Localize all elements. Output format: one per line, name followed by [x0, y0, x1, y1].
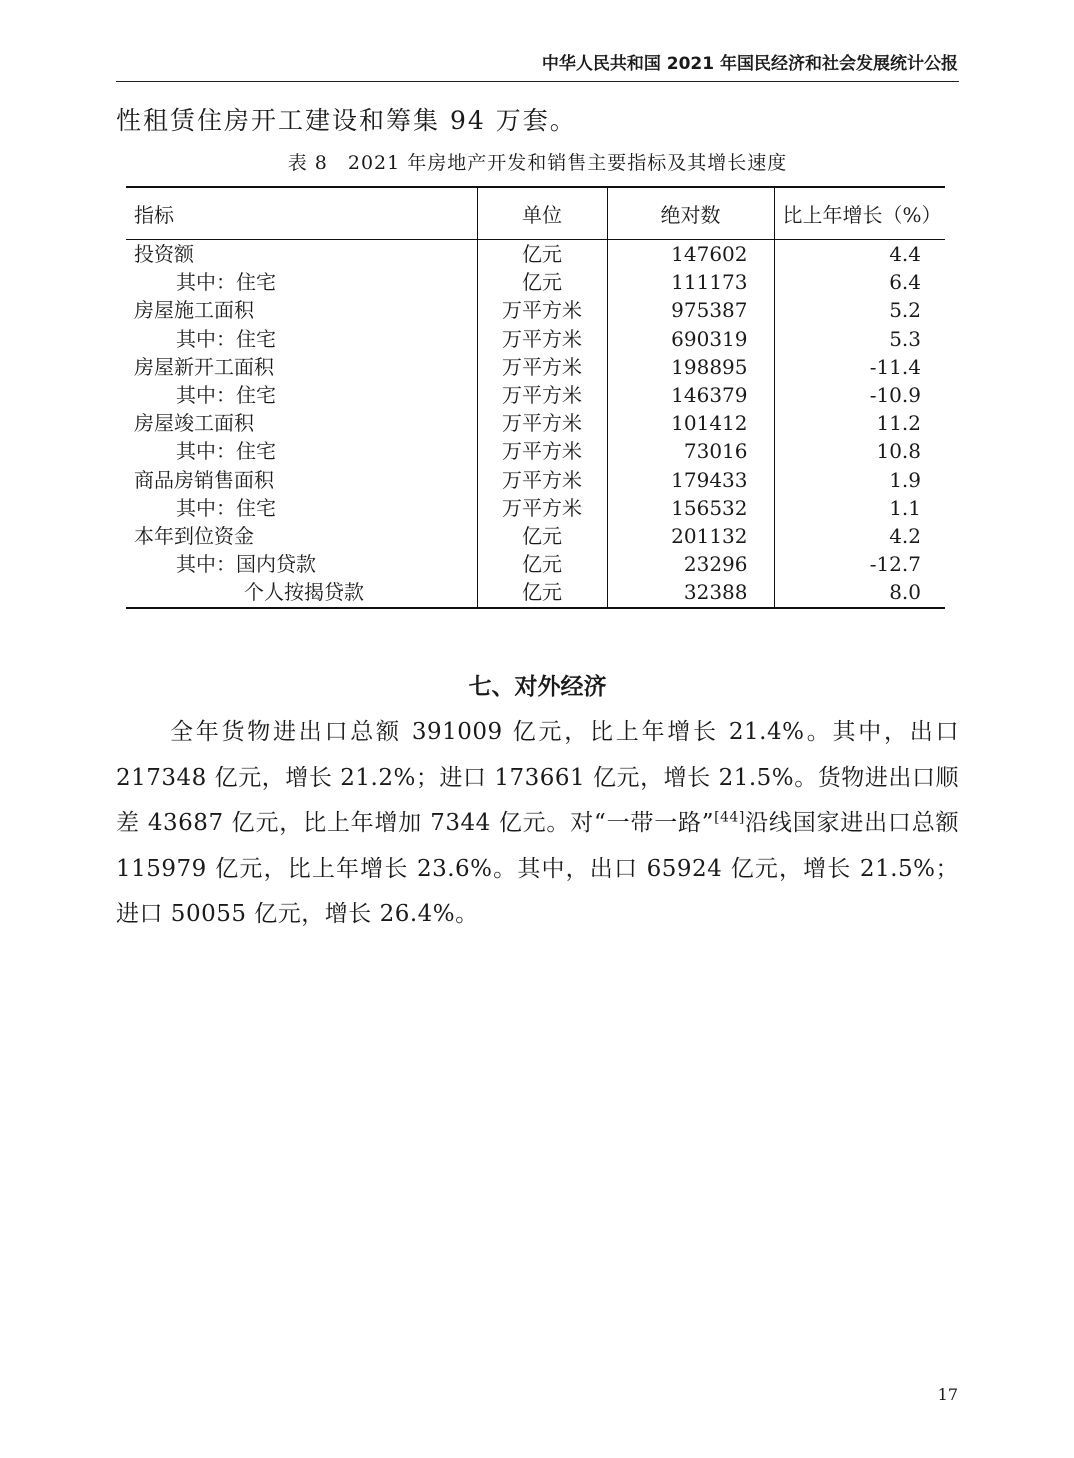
cell-growth: 11.2 — [774, 409, 945, 437]
cell-unit: 万平方米 — [477, 381, 607, 409]
cell-growth: 4.4 — [774, 240, 945, 269]
cell-growth: 8.0 — [774, 578, 945, 607]
table-body — [126, 240, 945, 608]
column-header-growth: 比上年增长（%） — [774, 187, 945, 240]
cell-unit: 亿元 — [477, 522, 607, 550]
cell-unit: 亿元 — [477, 268, 607, 296]
cell-growth: 1.9 — [774, 466, 945, 494]
paragraph-text-part-1: 全年货物进出口总额 391009 亿元，比上年增长 21.4%。其中，出口 217348 亿元，增长 21.2%；进口 173661 亿元，增长 21.5%。货物进出口顺差 43687 亿元，比上年增加 7344 亿元。对“一带一路” — [116, 719, 959, 836]
cell-value: 23296 — [607, 550, 774, 578]
table-row — [126, 578, 945, 607]
cell-unit: 万平方米 — [477, 353, 607, 381]
cell-indicator: 房屋竣工面积 — [134, 411, 254, 436]
cell-indicator: 其中：住宅 — [176, 439, 276, 464]
cell-indicator: 本年到位资金 — [134, 524, 254, 549]
table-row — [126, 437, 945, 465]
cell-growth: -11.4 — [774, 353, 945, 381]
cell-value: 146379 — [607, 381, 774, 409]
cell-indicator: 房屋新开工面积 — [134, 354, 274, 379]
cell-indicator: 其中：住宅 — [176, 270, 276, 295]
cell-value: 179433 — [607, 466, 774, 494]
cell-value: 147602 — [607, 240, 774, 269]
table-row — [126, 494, 945, 522]
cell-unit: 万平方米 — [477, 466, 607, 494]
cell-unit: 万平方米 — [477, 437, 607, 465]
cell-value: 198895 — [607, 353, 774, 381]
cell-growth: 4.2 — [774, 522, 945, 550]
table-row — [126, 325, 945, 353]
cell-indicator: 个人按揭贷款 — [126, 578, 477, 607]
cell-value: 101412 — [607, 409, 774, 437]
cell-value: 32388 — [607, 578, 774, 607]
cell-unit: 万平方米 — [477, 296, 607, 324]
table-row — [126, 409, 945, 437]
page-number: 17 — [937, 1385, 958, 1404]
cell-indicator: 投资额 — [134, 242, 194, 266]
column-header-unit: 单位 — [477, 187, 607, 240]
cell-value: 201132 — [607, 522, 774, 550]
cell-growth: 1.1 — [774, 494, 945, 522]
cell-growth: 5.3 — [774, 325, 945, 353]
column-header-value: 绝对数 — [607, 187, 774, 240]
cell-value: 111173 — [607, 268, 774, 296]
table-row — [126, 296, 945, 324]
cell-unit: 亿元 — [477, 240, 607, 269]
table-row — [126, 353, 945, 381]
table-caption: 表 8 2021 年房地产开发和销售主要指标及其增长速度 — [287, 152, 788, 174]
table-row — [126, 268, 945, 296]
cell-indicator: 其中：住宅 — [176, 326, 276, 351]
cell-unit: 万平方米 — [477, 325, 607, 353]
cell-growth: 10.8 — [774, 437, 945, 465]
cell-unit: 亿元 — [477, 550, 607, 578]
cell-growth: -10.9 — [774, 381, 945, 409]
cell-indicator: 其中：住宅 — [176, 495, 276, 520]
table-row — [126, 550, 945, 578]
table-row — [126, 522, 945, 550]
table-row — [126, 381, 945, 409]
cell-indicator: 其中：住宅 — [176, 383, 276, 408]
cell-unit: 万平方米 — [477, 494, 607, 522]
table-row — [126, 240, 945, 269]
cell-indicator: 房屋施工面积 — [134, 298, 254, 323]
table-header-row — [126, 187, 945, 240]
cell-unit: 万平方米 — [477, 409, 607, 437]
cell-value: 975387 — [607, 296, 774, 324]
cell-unit: 亿元 — [477, 578, 607, 607]
paragraph-text-part-2: 沿线国家进出口总额 115979 亿元，比上年增长 23.6%。其中，出口 65924 亿元，增长 21.5%；进口 50055 亿元，增长 26.4%。 — [116, 810, 960, 927]
cell-growth: 6.4 — [774, 268, 945, 296]
cell-growth: 5.2 — [774, 296, 945, 324]
table-row — [126, 466, 945, 494]
cell-growth: -12.7 — [774, 550, 945, 578]
header-rule — [116, 81, 959, 82]
footnote-reference: [44] — [714, 809, 745, 826]
real-estate-indicators-table — [126, 186, 945, 609]
running-header: 中华人民共和国 2021 年国民经济和社会发展统计公报 — [541, 54, 958, 74]
cell-value: 73016 — [607, 437, 774, 465]
cell-indicator: 商品房销售面积 — [134, 467, 274, 492]
cell-indicator: 其中：国内贷款 — [176, 552, 316, 577]
cell-value: 690319 — [607, 325, 774, 353]
section-heading: 七、对外经济 — [468, 674, 607, 700]
cell-value: 156532 — [607, 494, 774, 522]
column-header-indicator: 指标 — [126, 187, 477, 240]
section-paragraph — [116, 710, 959, 938]
carried-over-text: 性租赁住房开工建设和筹集 94 万套。 — [116, 106, 577, 135]
